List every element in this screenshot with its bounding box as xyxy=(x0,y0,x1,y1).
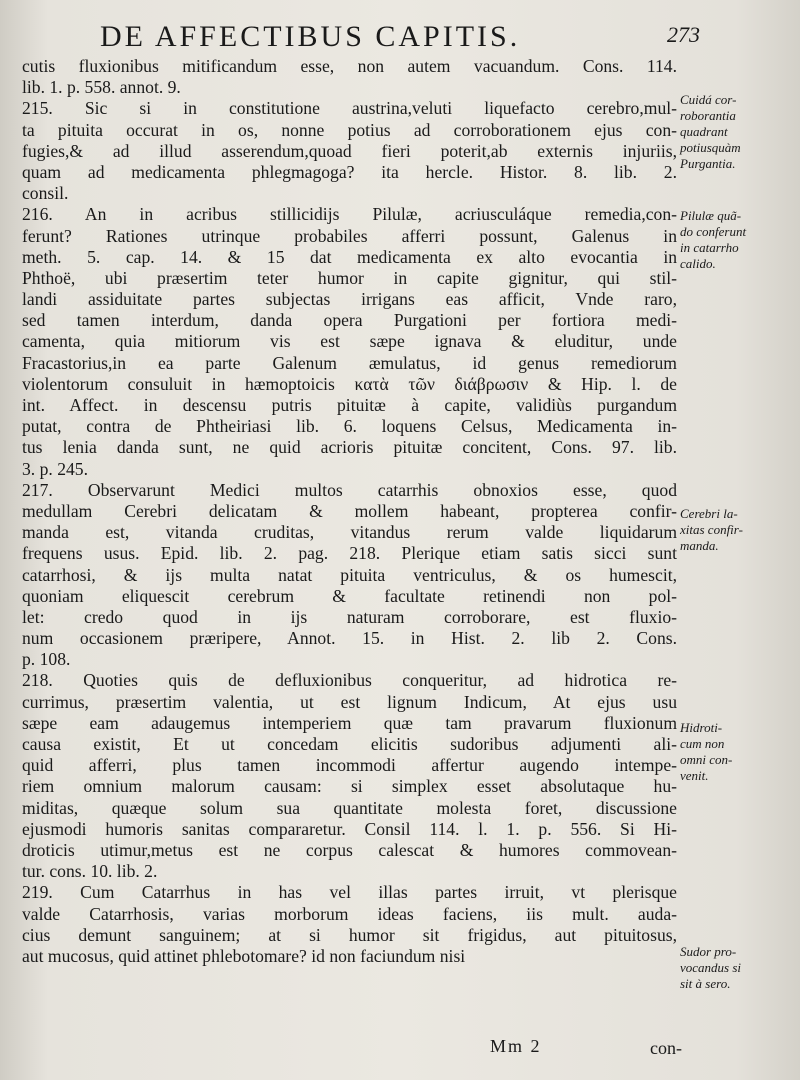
signature-mark: Mm 2 xyxy=(490,1036,542,1056)
margin-note-line: do conferunt xyxy=(680,224,747,239)
text-line: tur. cons. 10. lib. 2. xyxy=(22,861,158,882)
text-line: fugies,& ad illud asserendum,quoad fieri poterit,ab externis injuriis, xyxy=(22,140,677,161)
page-footer xyxy=(490,1036,730,1058)
text-line: 217. Observarunt Medici multos catarrhis obnoxios esse, quod xyxy=(22,479,677,500)
margin-note-line: roborantia xyxy=(680,108,736,123)
page-number: 273 xyxy=(667,22,700,47)
margin-note-sudor xyxy=(680,944,795,992)
text-line: valde Catarrhosis, varias morborum ideas faciens, iis mult. auda- xyxy=(22,903,677,924)
text-line: quoniam eliquescit cerebrum & facultate retinendi non pol- xyxy=(22,585,677,606)
margin-note-line: omni con- xyxy=(680,752,733,767)
margin-note-hidroticum xyxy=(680,720,795,784)
text-line: miditas, quæque solum sua quantitate molesta foret, discussione xyxy=(22,797,677,818)
margin-note-line: Pilulæ quã- xyxy=(680,208,742,223)
margin-note-line: Purgantia. xyxy=(680,156,736,171)
margin-note-line: Cuidá cor- xyxy=(680,92,737,107)
text-line: ta pituita occurat in os, nonne potius ad corroborationem ejus con- xyxy=(22,119,677,140)
text-line: meth. 5. cap. 14. & 15 dat medicamenta ex alto evocantia in xyxy=(22,246,677,267)
running-title: DE AFFECTIBUS CAPITIS. xyxy=(100,20,521,53)
margin-note-line: quadrant xyxy=(680,124,728,139)
text-line: frequens usus. Epid. lib. 2. pag. 218. Plerique etiam satis sicci sunt xyxy=(22,543,677,564)
text-line: currimus, præsertim valentia, ut est lignum Indicum, At ejus usu xyxy=(22,691,677,712)
margin-note-line: in catarrho xyxy=(680,240,739,255)
text-line: Phthoë, ubi præsertim teter humor in capite gignitur, qui stil- xyxy=(22,267,677,288)
text-line: int. Affect. in descensu putris pituitæ à capite, validiùs purgandum xyxy=(22,395,677,415)
text-line: ferunt? Rationes utrinque probabiles afferri possunt, Galenus in xyxy=(22,225,677,246)
text-line: 215. Sic si in constitutione austrina,veluti liquefacto cerebro,mul- xyxy=(22,98,677,119)
text-line: manda est, vitanda cruditas, vitandus rerum valde liquidarum xyxy=(22,522,677,543)
text-line: aut mucosus, quid attinet phlebotomare? id non faciundum nisi xyxy=(22,945,466,966)
text-line: cutis fluxionibus mitificandum esse, non autem vacuandum. Cons. 114. xyxy=(22,56,677,76)
margin-note-line: Sudor pro- xyxy=(680,944,737,959)
margin-note-line: potiusquàm xyxy=(680,140,741,155)
text-line: ejusmodi humoris sanitas compararetur. Consil 114. l. 1. p. 556. Si Hi- xyxy=(22,818,677,839)
text-line: landi assiduitate partes subjectas irrigans eas afficit, Vnde raro, xyxy=(22,289,677,310)
text-line: putat, contra de Phtheiriasi lib. 6. loquens Celsus, Medicamenta in- xyxy=(22,416,677,437)
margin-note-line: vocandus si xyxy=(680,960,742,975)
text-line: 219. Cum Catarrhus in has vel illas partes irruit, vt plerisque xyxy=(22,882,677,903)
text-line: quid afferri, plus tamen incommodi affertur augendo intempe- xyxy=(22,755,677,776)
margin-note-cerebri xyxy=(680,506,795,554)
text-line: 218. Quoties quis de defluxionibus conqueritur, ad hidrotica re- xyxy=(22,670,677,691)
text-line: riem omnium malorum causam: si simplex esset absolutaque hu- xyxy=(22,776,677,797)
main-text-column xyxy=(22,56,677,967)
margin-note-pilulae xyxy=(680,208,795,272)
text-line: camenta, quia mitiorum vis est sæpe ignava & eluditur, unde xyxy=(22,331,677,352)
margin-note-line: xitas confir- xyxy=(680,522,743,537)
text-line: 3. p. 245. xyxy=(22,458,88,479)
text-line: sæpe eam adaugemus intemperiem quæ tam pravarum fluxionum xyxy=(22,712,677,733)
text-line: violentorum consuluit in hæmoptoicis κατὰ τῶν διάβρωσιν & Hip. l. de xyxy=(22,373,677,394)
text-line: Fracastorius,in ea parte Galenum æmulatus, id genus remediorum xyxy=(22,352,677,373)
margin-note-line: Cerebri la- xyxy=(680,506,738,521)
text-line: consil. xyxy=(22,183,69,204)
text-line: medullam Cerebri delicatam & mollem habeant, propterea confir- xyxy=(22,500,677,521)
text-line: tus lenia danda sunt, ne quid acrioris pituitæ concitent, Cons. 97. lib. xyxy=(22,437,677,458)
margin-note-line: calido. xyxy=(680,256,716,271)
text-line: 216. An in acribus stillicidijs Pilulæ, acriusculáque remedia,con- xyxy=(22,204,677,225)
text-line: quam ad medicamenta phlegmagoga? ita hercle. Histor. 8. lib. 2. xyxy=(22,161,677,182)
margin-note-line: venit. xyxy=(680,768,709,783)
text-line: p. 108. xyxy=(22,649,71,670)
text-line: sed tamen interdum, danda opera Purgationi per fortiora medi- xyxy=(22,310,677,331)
text-line: let: credo quod in ijs naturam corroborare, est fluxio- xyxy=(22,606,677,627)
margin-note-line: Hidroti- xyxy=(680,720,723,735)
margin-note-corroborantia xyxy=(680,92,795,172)
text-line: cius demunt sanguinem; at si humor sit frigidus, aut pituitosus, xyxy=(22,924,677,945)
text-line: num occasionem præripere, Annot. 15. in Hist. 2. lib 2. Cons. xyxy=(22,628,677,649)
margin-note-line: sit à sero. xyxy=(680,976,731,991)
margin-note-line: manda. xyxy=(680,538,719,553)
text-line: catarrhosi, & ijs multa natat pituita ventriculus, & os humescit, xyxy=(22,564,677,585)
page-header xyxy=(100,20,700,60)
catchword: con- xyxy=(650,1038,682,1058)
margin-note-line: cum non xyxy=(680,736,725,751)
text-line: causa existit, Et ut concedam elicitis sudoribus adjumenti ali- xyxy=(22,734,677,754)
text-line: droticis utimur,metus est ne corpus calescat & humores commovean- xyxy=(22,839,677,860)
text-line: lib. 1. p. 558. annot. 9. xyxy=(22,77,181,98)
